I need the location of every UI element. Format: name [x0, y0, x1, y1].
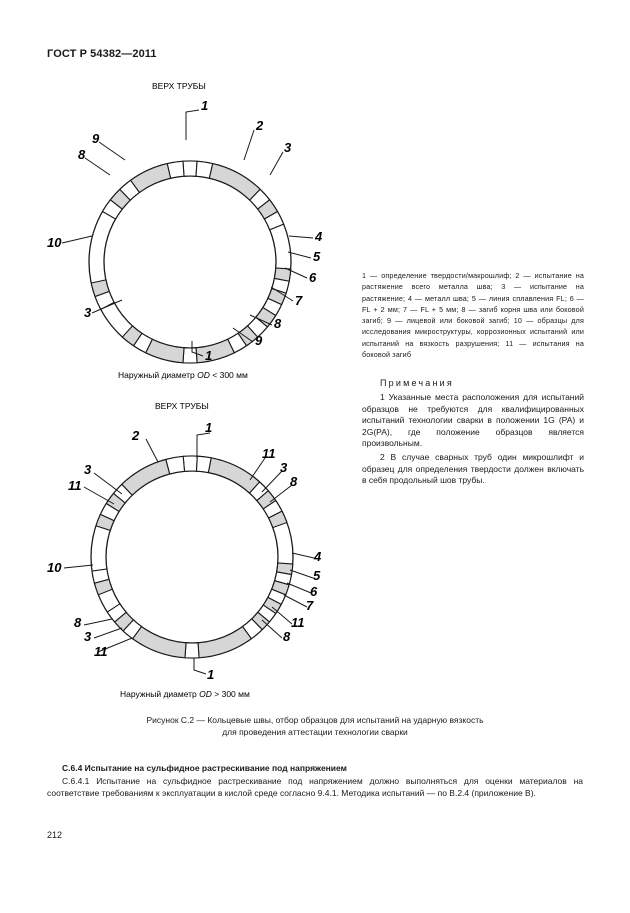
figure-bottom-label-11a: 11 [262, 446, 276, 461]
figure-bottom-leader-8b [262, 620, 282, 638]
figure-bottom-label-10: 10 [47, 560, 62, 575]
figure-bottom-label-8c: 8 [74, 615, 82, 630]
figure-top-segment-14 [196, 339, 234, 362]
figure-caption-line-1: Рисунок С.2 — Кольцевые швы, отбор образцов для испытаний на ударную вязкость [146, 715, 484, 725]
figure-bottom-diameter-caption [120, 689, 250, 699]
note-1: 1 Указанные места расположения для испытаний образцов не требуются для квалифицированных испытаний технологии сварки в положении 1G (PA) и 2G(PA), где положение образцов является произвольным. [362, 392, 584, 449]
figure-bottom-label-2: 2 [132, 428, 140, 443]
figure-bottom-label-11c: 11 [291, 615, 305, 630]
figure-caption-line-2: для проведения аттестации технологии сварки [222, 727, 408, 737]
figure-bottom-segment-2 [208, 458, 259, 493]
figure-bottom-label-1b: 1 [207, 667, 215, 682]
figure-bottom-label-7: 7 [306, 598, 314, 613]
figure-bottom-segment-0 [183, 456, 197, 471]
figure-top-leader-3 [270, 152, 283, 175]
figure-bottom-label-3a: 3 [280, 460, 288, 475]
figure-bottom-segment-28 [166, 456, 185, 474]
figure-bottom-leader-10 [64, 565, 93, 568]
figure-top-label-9b: 9 [255, 333, 263, 348]
figure-top-label-1: 1 [201, 98, 209, 113]
figure-bottom-segment-17 [133, 627, 186, 658]
note-2: 2 В случае сварных труб один микрошлифт и образец для определения твердости должен включать в себя продольный шов трубы. [362, 452, 584, 486]
figure-bottom-leader-3b [94, 473, 122, 494]
figure-top-label-2: 2 [256, 118, 264, 133]
figure-bottom-leader-7 [284, 595, 307, 607]
figure-bottom-leader-2 [146, 439, 158, 462]
figure-top-leader-2 [244, 130, 254, 160]
figure-bottom-diameter-prefix: Наружный диаметр [120, 689, 200, 699]
section-paragraph: С.6.4.1 Испытание на сульфидное растрескивание под напряжением должно выполняться для оценки материалов на соответствие требованиям к эксплуатации в кислой среде согласно 9.4.1. Методика испытаний — по В.2.4 (приложение В). [47, 776, 583, 798]
figure-top-leader-8a [85, 158, 110, 175]
figure-top-leader-1 [186, 110, 199, 140]
figure-bottom-leader-6 [287, 583, 311, 593]
figure-bottom-label-1: 1 [205, 420, 213, 435]
figure-bottom-label-8a: 8 [290, 474, 298, 489]
figure-top-label-1b: 1 [205, 348, 213, 363]
figure-top-segment-16 [146, 339, 184, 362]
figure-top-segment-25 [167, 161, 184, 178]
figure-bottom-leader-3c [94, 628, 122, 638]
figure-bottom-leader-8a [270, 485, 292, 502]
figure-top-label-8b: 8 [78, 147, 86, 162]
figure-top-label-9a: 9 [92, 131, 100, 146]
figure-bottom-leader-3a [262, 471, 282, 492]
figure-bottom-label-6: 6 [310, 584, 318, 599]
figure-bottom-label-11d: 11 [94, 644, 108, 659]
figure-top-label-10: 10 [47, 235, 62, 250]
figure-bottom-label-4: 4 [314, 549, 322, 564]
figure-bottom-label-8b: 8 [283, 629, 291, 644]
figure-bottom-diameter-var: OD [199, 689, 212, 699]
notes-title: Примечания [380, 378, 454, 388]
figure-top-segment-24 [131, 164, 171, 193]
figure-bottom-label-11b: 11 [68, 478, 82, 493]
figure-top-segment-0 [183, 161, 197, 176]
figure-top-segment-15 [183, 348, 197, 363]
figure-top-leader-10 [62, 236, 92, 243]
figure-top-label-4: 4 [315, 229, 323, 244]
figure-bottom-diameter-suffix: > 300 мм [211, 689, 250, 699]
figure-bottom-leader-4 [292, 553, 314, 558]
figure-bottom-inner-circle [106, 471, 278, 643]
figure-top-label-3b: 3 [84, 305, 92, 320]
figure-top-label-3: 3 [284, 140, 292, 155]
figure-top-segment-2 [209, 164, 260, 201]
document-header: ГОСТ Р 54382—2011 [47, 48, 157, 60]
figure-caption [100, 714, 530, 738]
figure-bottom-specimen-segments [92, 456, 293, 658]
figure-top-diameter-suffix: < 300 мм [209, 370, 248, 380]
figure-top-diameter-prefix: Наружный диаметр [118, 370, 198, 380]
figure-top-diameter-caption [118, 370, 248, 380]
figure-bottom-leader-1b [194, 658, 206, 674]
figure-top-inner-circle [104, 176, 276, 348]
figure-top-label-6: 6 [309, 270, 317, 285]
figure-top-label-5: 5 [313, 249, 321, 264]
section-title: С.6.4 Испытание на сульфидное растрескивание под напряжением [62, 763, 347, 773]
figure-top-top-label: ВЕРХ ТРУБЫ [152, 81, 206, 91]
figure-bottom-label-3b: 3 [84, 462, 92, 477]
figure-top-leader-4 [289, 236, 313, 238]
figure-bottom-top-label: ВЕРХ ТРУБЫ [155, 401, 209, 411]
figure-top-label-7: 7 [295, 293, 303, 308]
figure-bottom-segment-15 [198, 627, 251, 658]
figure-bottom-leader-11a [250, 458, 265, 480]
figure-bottom-leader-5 [290, 570, 313, 578]
figure-top-diameter-var: OD [197, 370, 210, 380]
figure-bottom-leader-11b [84, 487, 114, 504]
figure-bottom-label-3c: 3 [84, 629, 92, 644]
figure-bottom-segment-16 [185, 643, 199, 658]
figure-legend: 1 — определение твердости/макрошлиф; 2 — испытание на растяжение всего металла шва; 3 — испытание на растяжение; 4 — металл шва; 5 — линия сплавления FL; 6 — FL + 2 мм; 7 — FL + 5 мм; 8 — загиб корня шва или боковой загиб; 9 — лицевой или боковой загиб; 10 — образцы для исследования микроструктуры, коррозионных испытаний или испытаний на вязкость разрушения; 11 — испытания на боковой загиб [362, 271, 584, 360]
figure-bottom-leader-8c [84, 619, 112, 625]
page-number: 212 [47, 830, 63, 840]
figure-bottom-label-5: 5 [313, 568, 321, 583]
figure-top-label-8: 8 [274, 316, 282, 331]
figure-top-leader-9a [99, 142, 125, 160]
